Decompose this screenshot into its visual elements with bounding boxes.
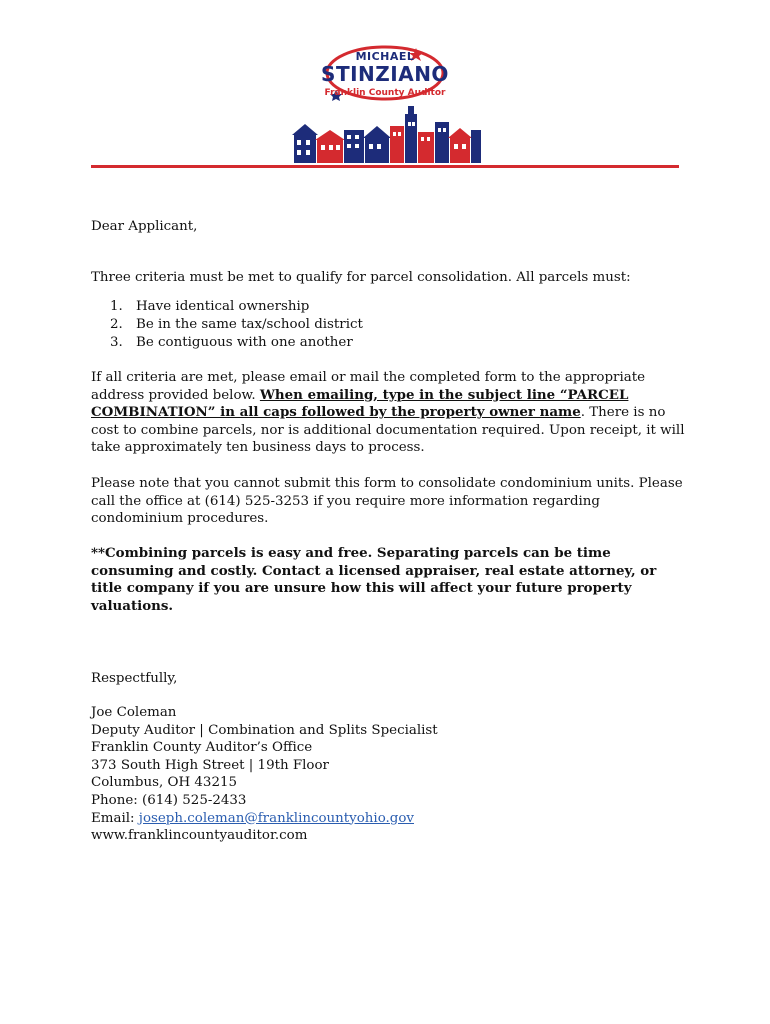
salutation: Dear Applicant, bbox=[91, 219, 198, 234]
list-text: Be contiguous with one another bbox=[136, 335, 353, 350]
email-link[interactable]: joseph.coleman@franklincountyohio.gov bbox=[138, 810, 414, 826]
list-item bbox=[110, 334, 363, 352]
website-line: www.franklincountyauditor.com bbox=[91, 828, 308, 844]
criteria-list bbox=[110, 298, 363, 352]
condominium-paragraph: Please note that you cannot submit this form to consolidate condominium units. Please call the office at (614) 525-3253 if you require more information regarding condominium procedures. bbox=[91, 476, 683, 527]
closing: Respectfully, bbox=[91, 671, 178, 686]
list-number: 3. bbox=[110, 335, 123, 350]
phone-line: Phone: (614) 525-2433 bbox=[91, 792, 247, 808]
signature-block bbox=[91, 704, 687, 845]
header-divider bbox=[91, 165, 679, 168]
logo-name-last: STINZIANO bbox=[321, 62, 449, 86]
list-text: Be in the same tax/school district bbox=[136, 317, 363, 332]
list-number: 2. bbox=[110, 317, 123, 332]
list-text: Have identical ownership bbox=[136, 299, 310, 314]
signer-office: Franklin County Auditor’s Office bbox=[91, 740, 313, 756]
email-line bbox=[91, 810, 687, 828]
address-line-2: Columbus, OH 43215 bbox=[91, 775, 238, 791]
email-subject-instruction: When emailing, type in the subject line “PARCEL COMBINATION” in all caps followed by the property owner name bbox=[91, 386, 629, 421]
logo-subtitle: Franklin County Auditor bbox=[324, 88, 446, 98]
signer-name: Joe Coleman bbox=[91, 705, 177, 720]
list-item bbox=[110, 298, 363, 316]
email-label: Email: bbox=[91, 810, 139, 826]
list-number: 1. bbox=[110, 299, 123, 314]
submission-text-after: . There is no cost to combine parcels, nor is additional documentation required. Upon receipt, it will take approximately ten business days to process. bbox=[91, 405, 685, 456]
submission-paragraph bbox=[91, 369, 687, 457]
logo-name-first: MICHAEL bbox=[355, 50, 415, 63]
auditor-logo bbox=[286, 40, 484, 170]
warning-paragraph: **Combining parcels is easy and free. Separating parcels can be time consuming and costly. Contact a licensed appraiser, real estate attorney, or title company if you are unsure how this will affect your future property valuations. bbox=[91, 545, 657, 614]
submission-text-before: If all criteria are met, please email or mail the completed form to the appropriate address provided below. bbox=[91, 370, 646, 403]
intro-paragraph: Three criteria must be met to qualify for parcel consolidation. All parcels must: bbox=[91, 270, 631, 285]
signer-title: Deputy Auditor | Combination and Splits Specialist bbox=[91, 722, 438, 738]
address-line-1: 373 South High Street | 19th Floor bbox=[91, 757, 329, 773]
list-item bbox=[110, 316, 363, 334]
